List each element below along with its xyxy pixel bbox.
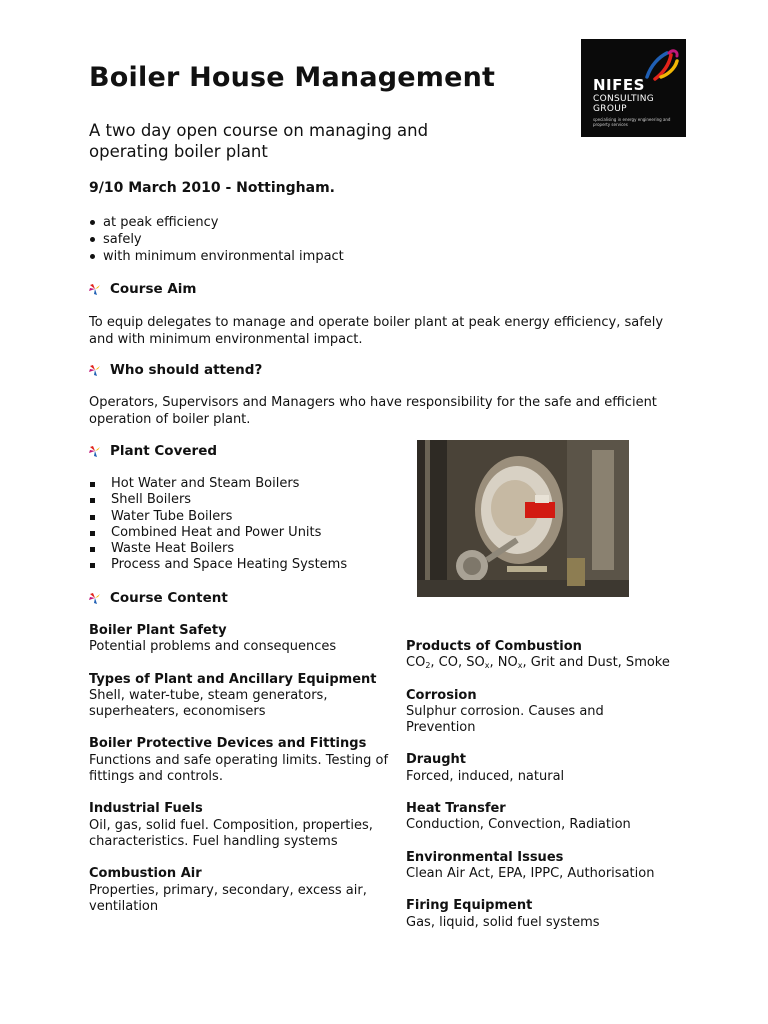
course-content-right-column [406, 639, 736, 947]
list-item: Waste Heat Boilers [89, 541, 347, 557]
plant-covered-list [89, 476, 347, 574]
pinwheel-icon [88, 282, 102, 296]
logo-tagline: specialising in energy engineering and property services [593, 117, 671, 127]
company-logo [581, 39, 686, 137]
boiler-photo [417, 440, 629, 597]
list-item: Combustion Air Properties, primary, secondary, excess air, ventilation [89, 866, 367, 914]
course-subtitle: A two day open course on managing and operating boiler plant [89, 121, 429, 161]
list-item: Environmental Issues Clean Air Act, EPA, IPPC, Authorisation [406, 849, 655, 881]
list-item: Shell Boilers [89, 492, 347, 508]
logo-wordmark: NIFES [593, 76, 645, 94]
list-item: Boiler Plant Safety Potential problems and consequences [89, 623, 337, 655]
course-dates: 9/10 March 2010 - Nottingham. [89, 180, 335, 196]
page-title: Boiler House Management [89, 62, 496, 93]
list-item: safely [89, 231, 344, 248]
list-item: at peak efficiency [89, 214, 344, 231]
section-heading-course-content: Course Content [88, 590, 228, 606]
course-aim-text: To equip delegates to manage and operate boiler plant at peak energy efficiency, safely and with minimum environmental impact. [89, 315, 664, 347]
pinwheel-icon [88, 363, 102, 377]
list-item: Firing Equipment Gas, liquid, solid fuel systems [406, 898, 600, 930]
who-should-attend-text: Operators, Supervisors and Managers who have responsibility for the safe and efficient operation of boiler plant. [89, 395, 657, 427]
pinwheel-icon [88, 591, 102, 605]
list-item: Types of Plant and Ancillary Equipment Shell, water-tube, steam generators, superheaters, economisers [89, 671, 377, 720]
intro-bullet-list [89, 214, 344, 265]
list-item: Boiler Protective Devices and Fittings Functions and safe operating limits. Testing of fittings and controls. [89, 736, 389, 785]
section-heading-plant-covered: Plant Covered [88, 443, 217, 459]
list-item: Heat Transfer Conduction, Convection, Radiation [406, 801, 631, 833]
list-item: Combined Heat and Power Units [89, 525, 347, 541]
list-item: Products of Combustion $CO_2$, CO, $SO_x$, $NO_x$, Grit and Dust, Smoke [406, 639, 736, 672]
list-item: Draught Forced, induced, natural [406, 752, 565, 784]
list-item: Hot Water and Steam Boilers [89, 476, 347, 492]
nifes-swirl-icon [641, 47, 681, 83]
list-item: with minimum environmental impact [89, 248, 344, 265]
list-item: Process and Space Heating Systems [89, 557, 347, 573]
combustion-products-text: $CO_2$, CO, $SO_x$, $NO_x$, Grit and Dust, Smoke [406, 655, 670, 671]
logo-subtitle: CONSULTING GROUP [593, 94, 655, 114]
list-item: Water Tube Boilers [89, 509, 347, 525]
section-heading-who-should-attend: Who should attend? [88, 362, 262, 378]
list-item: Corrosion Sulphur corrosion. Causes and Prevention [406, 687, 604, 736]
list-item: Industrial Fuels Oil, gas, solid fuel. Composition, properties, characteristics. Fuel handling systems [89, 801, 373, 849]
section-heading-course-aim: Course Aim [88, 281, 196, 297]
pinwheel-icon [88, 444, 102, 458]
course-content-left-column [89, 623, 389, 931]
